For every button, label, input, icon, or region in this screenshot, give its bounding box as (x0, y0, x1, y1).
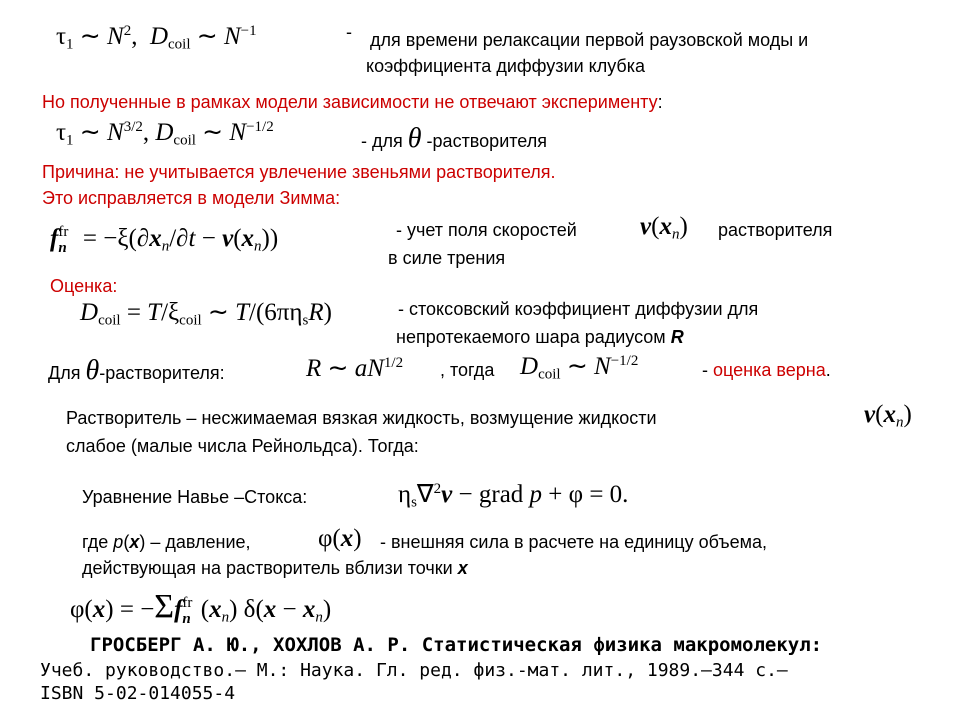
formula-stokes-diffusion: $D_{coil} = T/\xi_{coil}$ ∼ $T/(6\pi\eta_sR)$ (80, 299, 332, 329)
formula-diffusion-result: $D_{coil}$ ∼ $N^{-1/2}$ (520, 353, 639, 383)
rouse-description-line1: для времени релаксации первой раузовской моды и (370, 30, 809, 50)
reference-authors-title: ГРОСБЕРГ А. Ю., ХОХЛОВ А. Р. Статистическая физика макромолекул: (90, 634, 823, 656)
formula-navier-stokes: $\eta_s\nabla^2v$ − grad p + φ = 0. (398, 481, 629, 511)
rouse-description-line2: коэффициента диффузии клубка (366, 56, 646, 76)
stokes-description-line2: непротекаемого шара радиусом R (396, 327, 684, 347)
formula-coil-size: R ∼ $aN^{1/2}$ (306, 355, 404, 382)
formula-rouse-scaling: $\tau_1$ ∼ $N^2$, $D_{coil}$ ∼ $N^{-1}$ (56, 23, 257, 53)
zimm-model-statement: Это исправляется в модели Зимма: (42, 188, 341, 208)
velocity-field-note-cont: растворителя (718, 220, 833, 240)
force-definition-line2: действующая на растворитель вблизи точки x (82, 558, 468, 578)
theta-estimate-label: Для θ-растворителя: (48, 355, 225, 386)
formula-experimental-scaling: $\tau_1$ ∼ $N^{3/2}$, $D_{coil}$ ∼ $N^{-1/2}$ (56, 119, 274, 149)
formula-force-sum: $\varphi(x) = -\Sigma f^{fr}_n$ $(x_n) \delta(x - x_n)$ (70, 588, 332, 627)
pressure-definition: где p(x) – давление, (82, 532, 251, 552)
theta-symbol: θ (85, 355, 100, 386)
velocity-symbol: $v(x_n)$ (640, 213, 688, 243)
reference-isbn: ISBN 5-02-014055-4 (40, 683, 236, 704)
velocity-symbol: $v(x_n)$ (864, 401, 912, 431)
formula-friction-force: $f^{fr}_n = -\xi(\partial x_n/\partial t - v(x_n))$ (50, 224, 279, 256)
theta-symbol: θ (407, 123, 422, 154)
solvent-description-line2: слабое (малые числа Рейнольдса). Тогда: (66, 436, 419, 456)
velocity-field-note: - учет поля скоростей (396, 220, 577, 240)
reason-statement: Причина: не учитывается увлечение звеньями растворителя. (42, 162, 556, 182)
force-definition-line1: - внешняя сила в расчете на единицу объема, (380, 532, 767, 552)
friction-note: в силе трения (388, 248, 506, 268)
estimate-correct-note: - оценка верна. (702, 360, 831, 380)
theta-solvent-note: - для θ -растворителя (361, 123, 547, 154)
reference-publication: Учеб. руководство.— М.: Наука. Гл. ред. физ.-мат. лит., 1989.—344 с.— (40, 660, 788, 681)
solvent-description-line1: Растворитель – несжимаемая вязкая жидкость, возмущение жидкости (66, 408, 657, 428)
dash: - (346, 22, 352, 42)
model-mismatch-statement: Но полученные в рамках модели зависимости не отвечают эксперименту: (42, 92, 663, 112)
force-density-symbol: φ(x) (318, 525, 362, 552)
navier-stokes-label: Уравнение Навье –Стокса: (82, 487, 308, 507)
estimate-heading: Оценка: (50, 276, 118, 296)
stokes-description-line1: - стоксовский коэффициент диффузии для (398, 299, 759, 319)
then-text: , тогда (440, 360, 495, 380)
